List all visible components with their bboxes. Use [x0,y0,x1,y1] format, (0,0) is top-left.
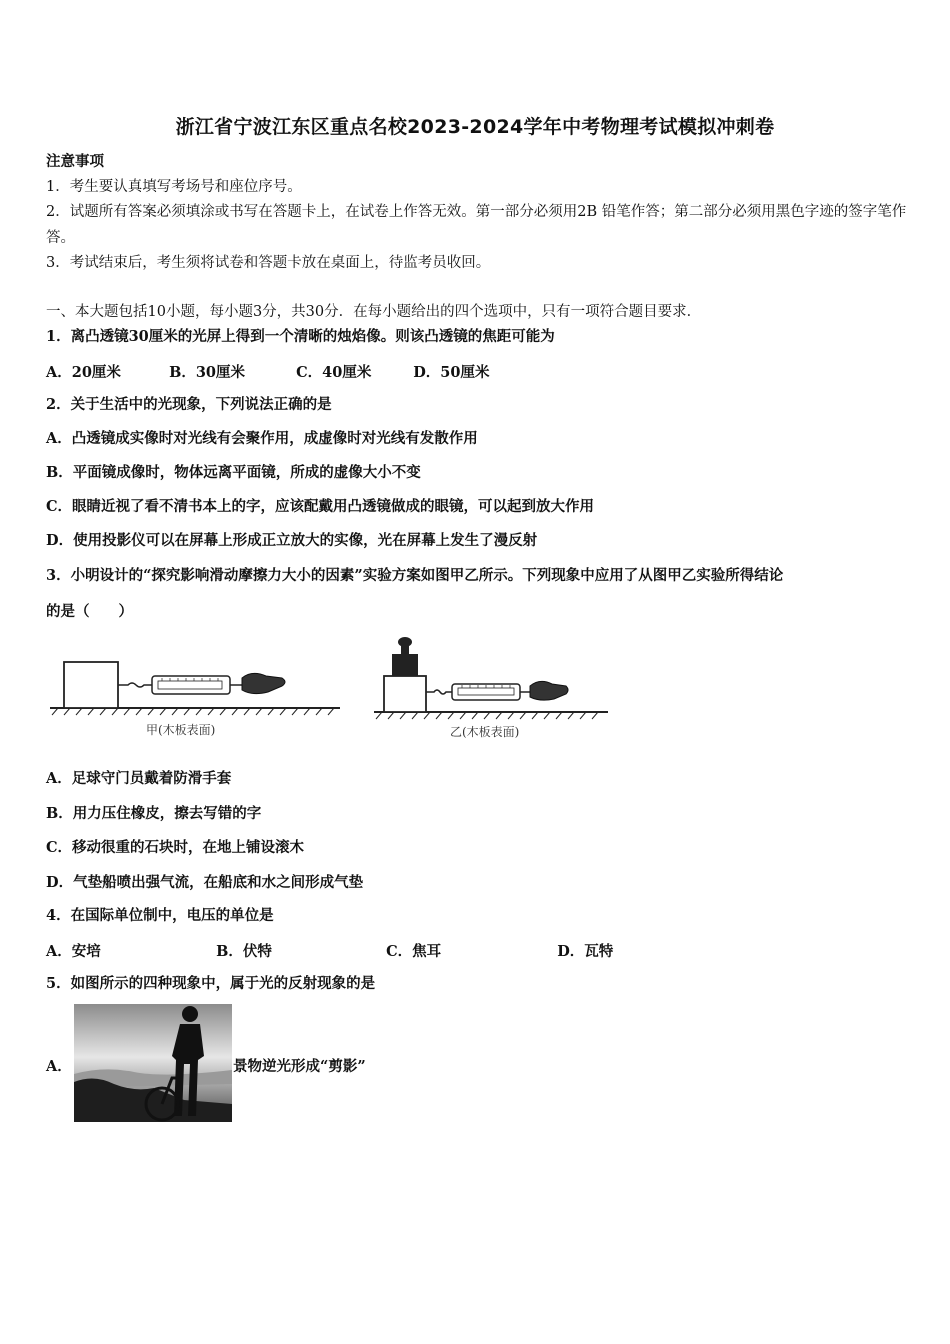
hand-icon [242,673,285,693]
q3-option-b: B．用力压住橡皮，擦去写错的字 [46,805,262,822]
notice-item-1: 1．考生要认真填写考场号和座位序号。 [46,179,302,195]
q2-option-c: C．眼睛近视了看不清书本上的字，应该配戴用凸透镜做成的眼镜，可以起到放大作用 [46,498,595,515]
q1-option-d: D．50厘米 [413,364,490,381]
notice-item-3: 3．考试结束后，考生须将试卷和答题卡放在桌面上，待监考员收回。 [46,255,491,271]
person-head [182,1006,198,1022]
hook-connector [118,683,152,687]
q4-stem: 4．在国际单位制中，电压的单位是 [46,907,274,924]
q4-option-a: A．安培 [46,943,101,960]
q2-option-a: A．凸透镜成实像时对光线有会聚作用，成虚像时对光线有发散作用 [46,430,478,447]
q4-option-b: B．伏特 [216,943,272,960]
wooden-block [64,662,118,708]
wooden-block [384,676,426,712]
q3-stem-line1: 3．小明设计的“探究影响滑动摩擦力大小的因素”实验方案如图甲乙所示。下列现象中应用了从图甲乙实验所得结论 [46,567,784,584]
q3-stem-line2: 的是（ ） [46,603,133,620]
q1-option-b: B．30厘米 [169,364,245,381]
q1-stem: 1．离凸透镜30厘米的光屏上得到一个清晰的烛焰像。则该凸透镜的焦距可能为 [46,328,555,345]
q5-stem: 5．如图所示的四种现象中，属于光的反射现象的是 [46,975,376,992]
q4-option-d: D．瓦特 [557,943,614,960]
figure-jia-caption: 甲(木板表面) [146,723,216,737]
q2-option-d: D．使用投影仪可以在屏幕上形成正立放大的实像，光在屏幕上发生了漫反射 [46,532,538,549]
hook-connector [426,690,452,694]
q3-option-c: C．移动很重的石块时，在地上铺设滚木 [46,839,305,856]
exam-title: 浙江省宁波江东区重点名校2023-2024学年中考物理考试模拟冲刺卷 [175,116,775,138]
figure-yi-caption: 乙(木板表面) [450,725,520,739]
notice-heading: 注意事项 [46,153,104,170]
q5-option-a-text: 景物逆光形成“剪影” [233,1058,366,1075]
q3-option-a: A．足球守门员戴着防滑手套 [46,770,232,787]
q1-option-a: A．20厘米 [46,364,121,381]
ground-hatch [376,712,598,719]
hand-icon [530,681,568,700]
q1-options [46,361,489,382]
q3-option-d: D．气垫船喷出强气流，在船底和水之间形成气垫 [46,874,364,891]
notice-item-2: 2．试题所有答案必须填涂或书写在答题卡上，在试卷上作答无效。第一部分必须用2B 铅笔作答；第二部分必须用黑色字迹的签字笔作答。 [46,204,907,246]
q5-option-a-label: A． [46,1058,72,1075]
figure-yi [370,632,612,744]
weight-icon [392,654,418,676]
silhouette-photo [74,1004,232,1122]
figure-jia [46,648,346,744]
q4-options [46,940,613,961]
q2-option-b: B．平面镜成像时，物体远离平面镜，所成的虚像大小不变 [46,464,421,481]
q4-option-c: C．焦耳 [386,943,442,960]
ground-hatch [52,708,334,715]
section-heading: 一、本大题包括10小题，每小题3分，共30分．在每小题给出的四个选项中，只有一项符合题目要求． [46,304,702,320]
q2-stem: 2．关于生活中的光现象，下列说法正确的是 [46,396,332,413]
q1-option-c: C．40厘米 [296,364,372,381]
